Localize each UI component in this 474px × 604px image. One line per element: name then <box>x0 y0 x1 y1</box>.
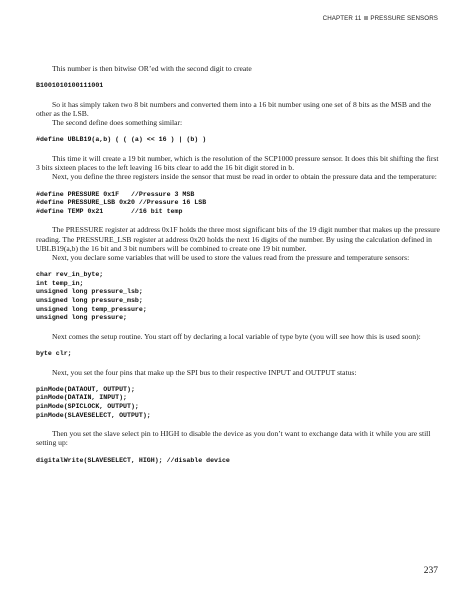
paragraph: This time it will create a 19 bit number, which is the resolution of the SCP1000 pressure sensor. It does this bit shifting the first 3 bits sixteen places to the left leaving 16 bits clear to add the 16 bit digit stored in b. <box>36 154 439 173</box>
code-line: unsigned long temp_pressure; <box>36 305 147 313</box>
code-line: pinMode(SLAVESELECT, OUTPUT); <box>36 411 151 419</box>
code-block: #define UBLB19(a,b) ( ( (a) << 16 ) | (b) ) <box>36 136 207 144</box>
code-block: B1001010100111001 <box>36 82 104 90</box>
paragraph: Next, you declare some variables that will be used to store the values read from the pressure and temperature sensors: <box>52 253 410 262</box>
code-line: #define TEMP 0x21 //16 bit temp <box>36 207 183 215</box>
code-block <box>36 191 440 217</box>
code-line: pinMode(SPICLOCK, OUTPUT); <box>36 402 139 410</box>
page-body <box>36 64 440 465</box>
chapter-label: CHAPTER 11 <box>322 15 362 22</box>
code-line: unsigned long pressure_lsb; <box>36 288 143 296</box>
running-header <box>323 15 438 22</box>
paragraph: Next, you define the three registers inside the sensor that must be read in order to obtain the pressure data and the temperature: <box>52 172 437 182</box>
code-line: #define PRESSURE_LSB 0x20 //Pressure 16 LSB <box>36 199 207 207</box>
paragraph: This number is then bitwise OR’ed with the second digit to create <box>52 64 252 73</box>
code-line: unsigned long pressure; <box>36 314 128 322</box>
code-block <box>36 271 440 323</box>
paragraph: Next, you set the four pins that make up the SPI bus to their respective INPUT and OUTPUT status: <box>52 367 357 377</box>
code-line: int temp_in; <box>36 279 84 287</box>
code-block <box>36 386 440 420</box>
paragraph: So it has simply taken two 8 bit numbers and converted them into a 16 bit number using one set of 8 bits as the MSB and the other as the LSB. <box>36 99 432 118</box>
chapter-title: PRESSURE SENSORS <box>370 15 438 22</box>
header-separator-square <box>364 16 368 20</box>
page-number: 237 <box>423 566 438 576</box>
paragraph: The second define does something similar: <box>52 118 183 128</box>
code-line: char rev_in_byte; <box>36 271 104 279</box>
code-line: pinMode(DATAIN, INPUT); <box>36 394 128 402</box>
paragraph: The PRESSURE register at address 0x1F holds the three most significant bits of the 19 digit number that makes up the pressure reading. The PRESSURE_LSB register at address 0x20 holds the next 16 digits of the number. By using the calculation defined in UBLB19(a,b) the 16 bit and 3 bit numbers will be combined to create one 19 bit number. <box>36 225 440 253</box>
code-line: pinMode(DATAOUT, OUTPUT); <box>36 385 135 393</box>
code-block: digitalWrite(SLAVESELECT, HIGH); //disable device <box>36 456 230 464</box>
code-line: unsigned long pressure_msb; <box>36 296 143 304</box>
paragraph: Then you set the slave select pin to HIGH to disable the device as you don’t want to exchange data with it while you are still setting up: <box>36 429 431 448</box>
code-block: byte clr; <box>36 349 72 357</box>
code-line: #define PRESSURE 0x1F //Pressure 3 MSB <box>36 190 195 198</box>
paragraph: Next comes the setup routine. You start off by declaring a local variable of type byte (you will see how this is used soon): <box>52 331 421 341</box>
